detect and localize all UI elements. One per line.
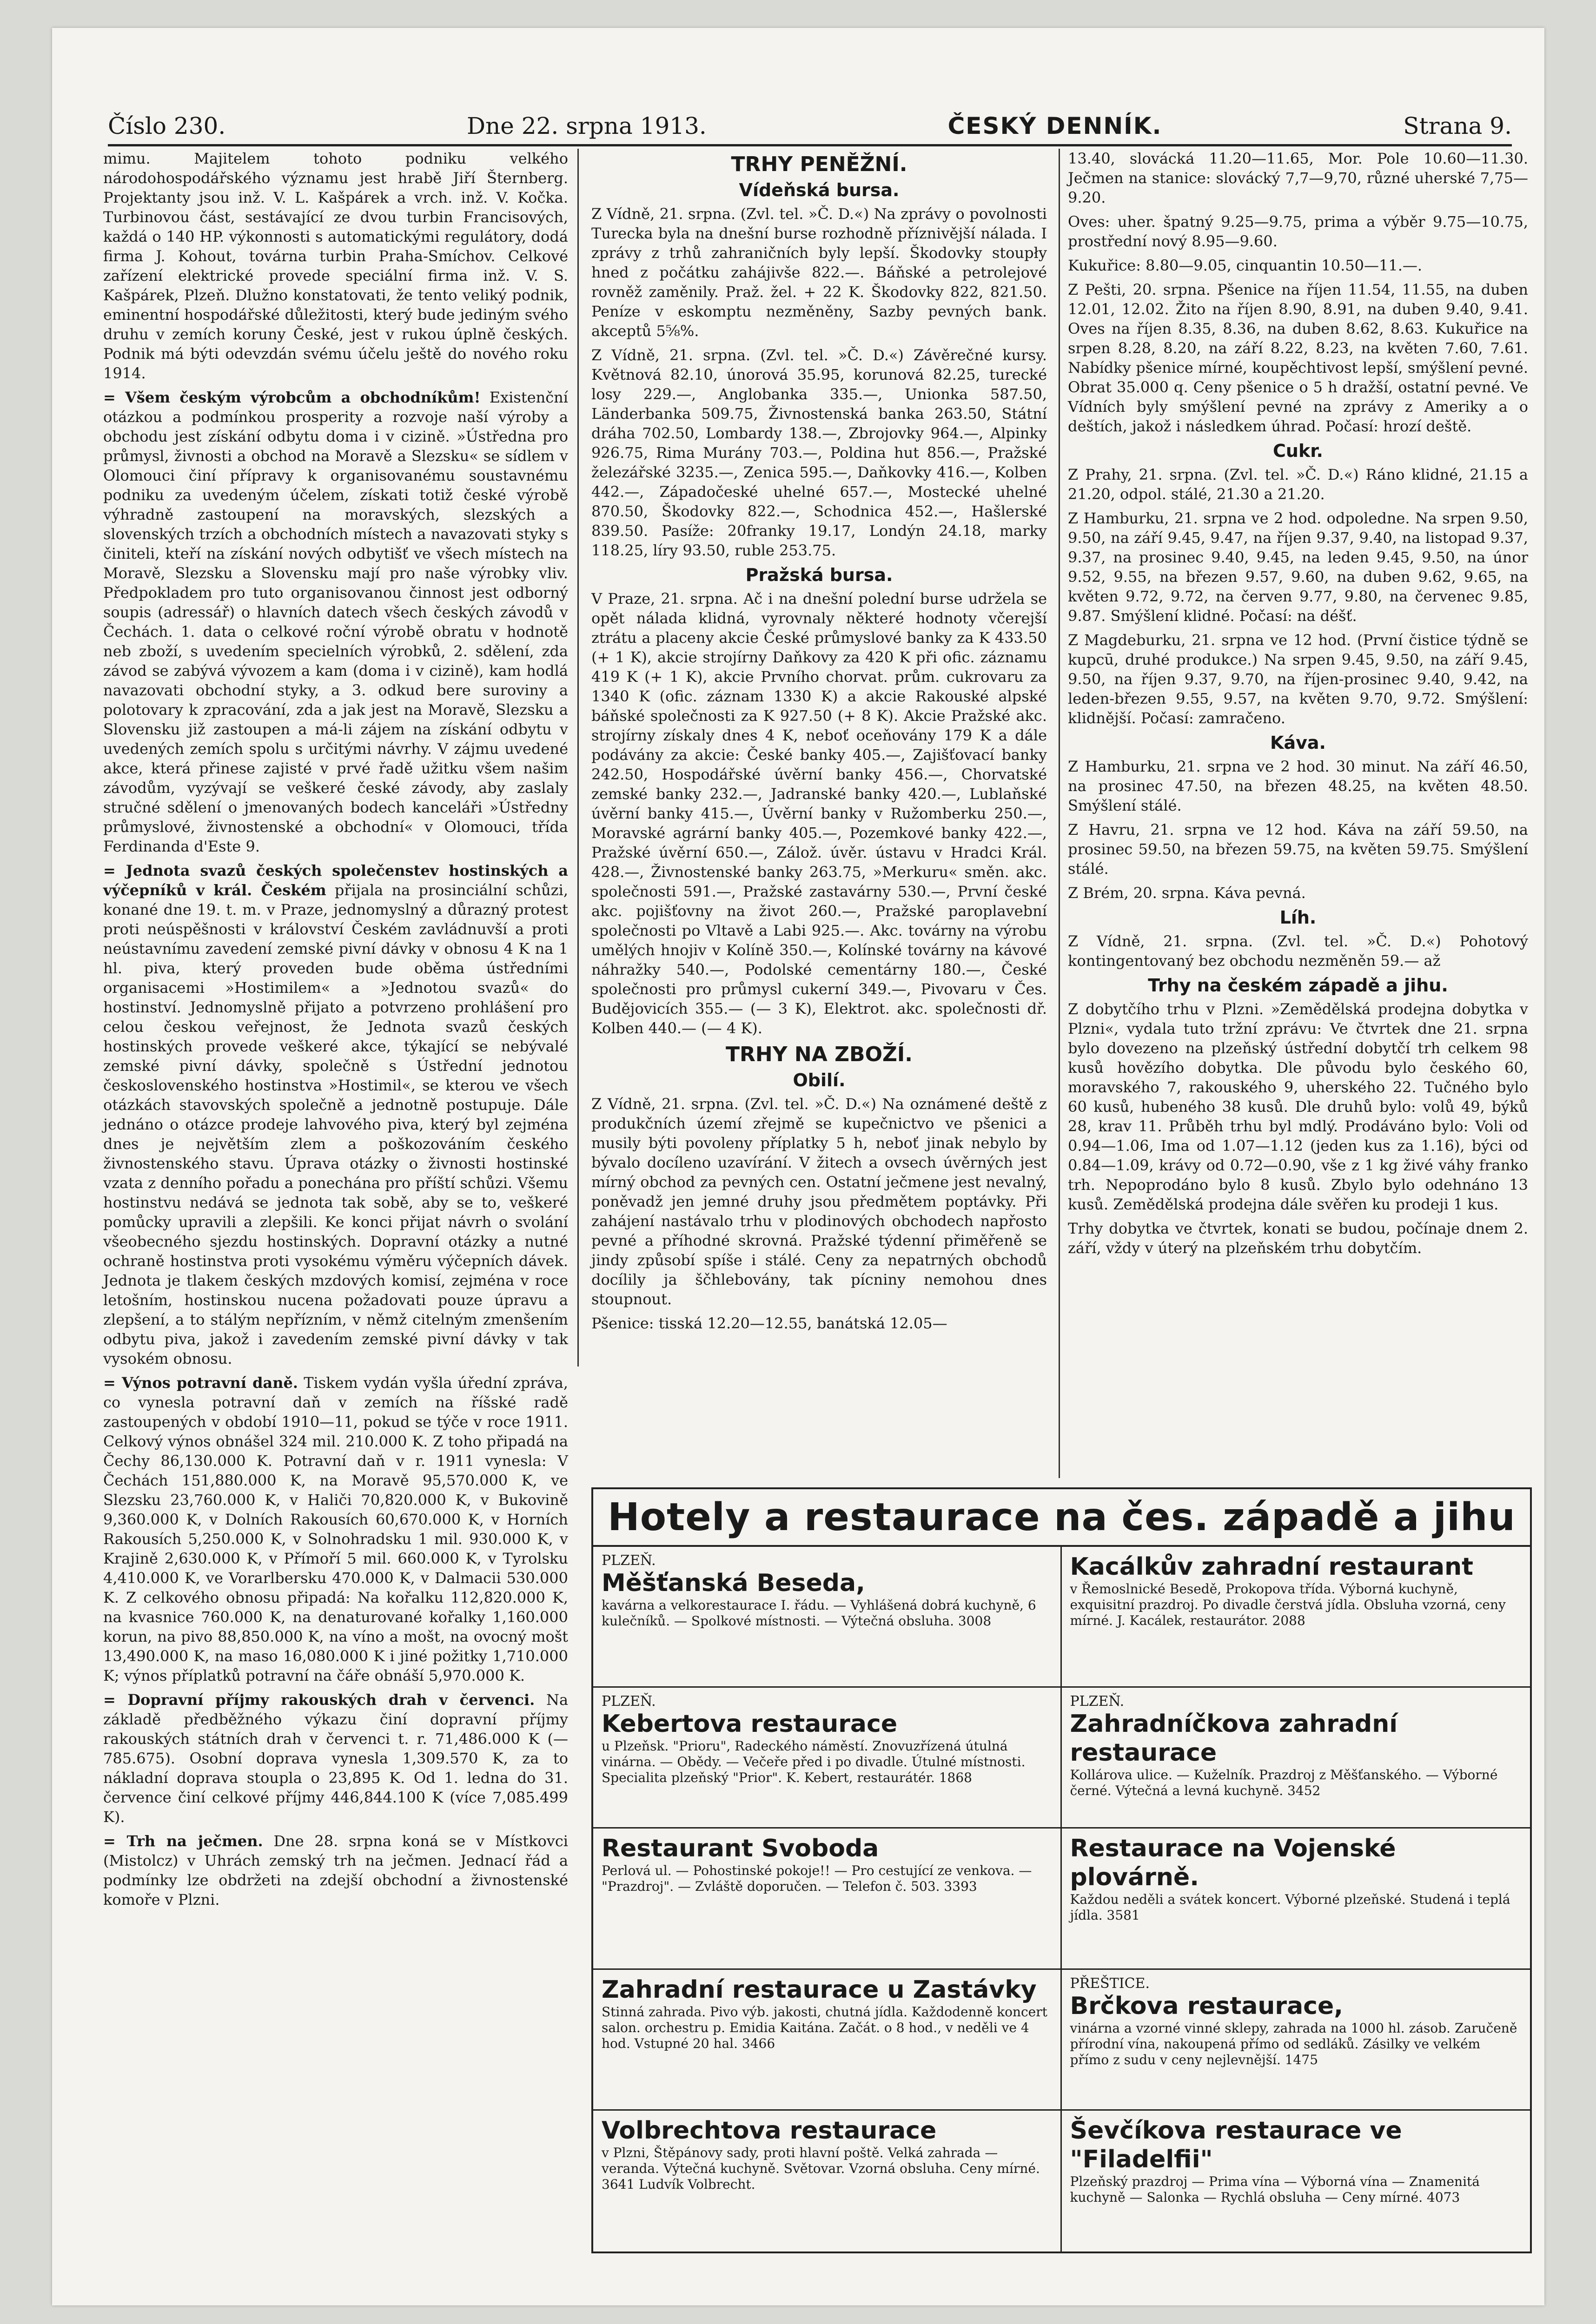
column-right xyxy=(1068,149,1528,1262)
ad-description: kavárna a velkorestaurace I. řádu. — Vyhlášená dobrá kuchyně, 6 kulečníků. — Spolkové místnosti. — Výtečná obsluha. 3008 xyxy=(602,1598,1036,1629)
report-paragraph: Pšenice: tisská 12.20—12.55, banátská 12.05— xyxy=(591,1314,947,1332)
article-paragraph xyxy=(103,1373,568,1685)
article-lead: = Všem českým výrobcům a obchodníkům! xyxy=(103,389,481,406)
report-paragraph: Z Vídně, 21. srpna. (Zvl. tel. »Č. D.«) Na oznámené deště z produkčních území zřejmě se kupečnictvo ve pšenici a musily býti povoleny příplatky 5 h, neboť jinak nebylo by bývalo docíleno uzavírání. V žitech a ovsech úvěrných jest mírný obchod za pevných cen. Ostatní ječmene jest nevalný, poněvadž jen jemné druhy jsou předmětem poptávky. Při zahájení nastávalo trhu v plodinových obchodech napřosto pevné a příhodné skrovná. Pražské týdenní přiměřeně se jindy způsobí spíše i stálé. Ceny za nepatrných obchodů docílily ja ščhlebovány, tak pícniny nemohou dnes stoupnout. xyxy=(591,1095,1047,1308)
ad-location: PŘEŠTICE. xyxy=(1070,1975,1150,1992)
ad-business-name: Kebertova restaurace xyxy=(602,1710,898,1738)
article-text: Na základě předběžného výkazu činí dopravní příjmy rakouských státních drah v červenci t. r. 71,486.000 K (— 785.675). Osobní doprava vynesla 1,309.570 K, za to nákladní doprava stoupla o 23,895 K. Od 1. ledna do 31. července činí celkové příjmy 446,844.100 K (více 7,085.499 K). xyxy=(103,1691,569,1826)
section-subheading: Pražská bursa. xyxy=(745,565,893,585)
report-paragraph: Z Prahy, 21. srpna. (Zvl. tel. »Č. D.«) Ráno klidné, 21.15 a 21.20, odpol. stálé, 21.30 a 21.20. xyxy=(1068,466,1528,503)
issue-number: Číslo 230. xyxy=(108,112,226,139)
advertisement xyxy=(593,1688,1062,1829)
report-paragraph: Z Brém, 20. srpna. Káva pevná. xyxy=(1068,884,1306,902)
advertisement xyxy=(1062,2111,1530,2251)
newspaper-page xyxy=(52,28,1544,2305)
report-paragraph: Z dobytčího trhu v Plzni. »Zemědělská prodejna dobytka v Plzni«, vydala tuto tržní zprávu: Ve čtvrtek dne 21. srpna bylo dovezeno na plzeňský ústřední dobytčí trh celkem 98 kusů hovězího dobytka. Dle původu bylo českého 60, moravského 7, rakouského 9, uherského 22. Tučného bylo 60 kusů, hubeného 38 kusů. Dle druhů bylo: volů 49, býků 28, krav 11. Průběh trhu byl mdlý. Prodáváno bylo: Voli od 0.94—1.06, Ima od 1.07—1.12 (jeden kus za 1.16), býci od 0.84—1.09, krávy od 0.72—0.90, vše z 1 kg živé váhy franko trh. Nepoprodáno bylo 8 kusů. Zbylo bylo odehnáno 13 kusů. Zemědělská prodejna dále svěřen ku prodeji 1 kus. xyxy=(1068,1000,1528,1213)
ad-business-name: Ševčíkova restaurace ve "Filadelfii" xyxy=(1070,2116,1402,2173)
ad-business-name: Zahradníčkova zahradní restaurace xyxy=(1070,1710,1398,1767)
ad-business-name: Kacálkův zahradní restaurant xyxy=(1070,1553,1473,1581)
section-subheading: Vídeňská bursa. xyxy=(739,180,900,200)
report-paragraph: Z Magdeburku, 21. srpna ve 12 hod. (První čistice týdně se kupcū, druhé produkce.) Na srpen 9.45, 9.50, na září 9.45, 9.50, na říjen 9.37, 9.70, na říjen-prosinec 9.40, 9.42, na leden-březen 9.55, 9.57, na květen 9.70, 9.72. Smýšlení: klidnější. Počasí: zamračeno. xyxy=(1068,631,1528,727)
article-lead: = Dopravní příjmy rakouských drah v červenci. xyxy=(103,1691,535,1709)
column-rule xyxy=(577,149,579,1367)
report-paragraph: Z Hamburku, 21. srpna ve 2 hod. 30 minut. Na září 46.50, na prosinec 47.50, na březen 48.25, na květen 48.50. Smýšlení stálé. xyxy=(1068,758,1528,814)
column-middle xyxy=(591,149,1047,1338)
advertisement xyxy=(1062,1829,1530,1969)
newspaper-title: ČESKÝ DENNÍK. xyxy=(947,112,1162,139)
article-paragraph xyxy=(103,1831,568,1909)
ad-description: Plzeňský prazdroj — Prima vína — Výborná vína — Znamenitá kuchyně — Salonka — Rychlá obsluha — Ceny mírné. 4073 xyxy=(1070,2173,1480,2205)
article-text: Existenční otázkou a podmínkou prosperity a rozvoje naší výroby a obchodu jest získání odbytu doma i v cizině. »Ústředna pro průmysl, živnosti a obchod na Moravě a Slezsku« se sídlem v Olomouci činí přípravy k organisovanému soustavnému podniku za uvedeným účelem, získati totiž české výrobě výhradně zastoupení na moravských, slezských a slovenských trzích a obchodních místech a navazovati styky s činiteli, kteří na získání nových odbytišť ve všech místech na Moravě, Slezsku a Slovensku mají pro naše výrobky vliv. Předpokladem pro tuto organisovanou činnost jest odborný soupis (adressář) o hlavních datech všech českých závodů v Čechách. 1. data o celkové roční výrobě obratu v hodnotě neb zboží, s uvedením specielních výrobků, 2. sdělení, zda závod se zabývá vývozem a kam (doma i v cizině), kam hodlá navazovati obchodní styky, a 3. odkud bere suroviny a polotovary k zpracování, zda a jak jest na Moravě, Slezsku a Slovensku již zastoupen a má-li zájem na získání odbytu v uvedených zemích spolu s určitými návrhy. V zájmu uvedené akce, která přinese zajisté v prvé řadě užitku všem našim závodům, vyzývají se veškeré české závody, aby zaslaly stručné sdělení o jmenovaných bodech kanceláři »Ústředny průmyslové, živnostenské a obchodní« v Olomouci, třída Ferdinanda d'Este 9. xyxy=(103,389,568,855)
article-text: Tiskem vydán vyšla úřední zpráva, co vynesla potravní daň v zemích na říšské radě zastoupených v období 1910—11, pokud se týče v roce 1911. Celkový výnos obnášel 324 mil. 210.000 K. Z toho připadá na Čechy 86,130.000 K. Potravní daň v r. 1911 vynesla: V Čechách 151,880.000 K, na Moravě 95,570.000 K, ve Slezsku 23,760.000 K, v Haliči 70,820.000 K, v Bukovině 9,360.000 K, v Dolních Rakousích 60,670.000 K, v Horních Rakousích 5,250.000 K, v Solnohradsku 1 mil. 930.000 K, v Krajině 2,630.000 K, v Přímoří 5 mil. 660.000 K, v Tyrolsku 4,410.000 K, ve Vorarlbersku 470.000 K, v Dalmacii 530.000 K. Z celkového obnosu připadá: Na kořalku 112,820.000 K, na kvasnice 760.000 K, na denaturované kořalky 1,160.000 korun, na pivo 88,850.000 K, na víno a mošt, na ovocný mošt 13,490.000 K, na maso 16,080.000 K i jiné požitky 1,710.000 K; výnos příplatků potravní na čáře obnáší 5,970.000 K. xyxy=(103,1374,569,1684)
article-text: přijala na prosinciální schůzi, konané dne 19. t. m. v Praze, jednomyslný a důrazný protest proti neúspěšnosti v království Českém zavládnuvší a proti neústavnímu zavedení zemské pivní dávky v obnosu 4 K na 1 hl. piva, který proveden bude oběma ústředními organisacemi »Hostimilem« a »Jednotou svazů« do hostinství. Jednomyslně přijato a potvrzeno prohlášení pro celou českou veřejnost, že Jednota svazů českých hostinských provede veškeré akce, týkající se nebývalé zemské pivní dávky, společně s Ústřední jednotou československého hostinstva »Hostimil«, se kterou ve všech otázkách stavovských společně a jednotně postupuje. Dále jednáno o otázce prodeje lahvového piva, který byl zejména dnes je největším zlem a poškozováním českého živnostenského stavu. Úprava otázky o živnosti hostinské vzata z denního pořadu a ponechána pro příští schůzi. Všemu hostinstvu nedává se jednota tak sobě, aby se to, veškeré pomůcky upravili a zlepšili. Ke konci přijat návrh o svolání všeobecného sjezdu hostinských. Dopravní otázky a nutné ochraně hostinstva proti vysokému výměru výčepních dávek. Jednota je tlakem českých mzdových komisí, zejména v roce letošním, hostinskou nucena požadovati pouze úpravu a zlepšení, a to stálým nepřízním, v němž citelným zmenšením odbytu piva, jakož i zavedením zemské pivní dávky v tak vysokém obnosu. xyxy=(103,881,569,1367)
ads-box xyxy=(591,1487,1532,2253)
ad-location: PLZEŇ. xyxy=(602,1552,656,1569)
ad-business-name: Zahradní restaurace u Zastávky xyxy=(602,1975,1037,2004)
page-number: Strana 9. xyxy=(1403,112,1512,139)
report-paragraph: V Praze, 21. srpna. Ač i na dnešní polední burse udržela se opět nálada klidná, vyrovnaly některé hodnoty včerejší ztrátu a placeny akcie České průmyslové banky za K 433.50 (+ 1 K), akcie strojírny Daňkovy za 420 K při ofic. záznamu 419 K (+ 1 K), akcie Prvního chorvat. prům. cukrovaru za 1340 K (ofic. záznam 1330 K) a akcie Rakouské alpské báňské společnosti za K 927.50 (+ 8 K). Akcie Pražské akc. strojírny získaly dnes 4 K, neboť oceňovány 179 K a dále podávány za akcie: České banky 405.—, Zajišťovací banky 242.50, Hospodářské úvěrní banky 456.—, Chorvatské zemské banky 232.—, Jadranské banky 420.—, Lublaňské úvěrní banky 415.—, Úvěrní banky v Ružomberku 250.—, Moravské agrární banky 405.—, Pozemkové banky 422.—, Pražské úvěrní 650.—, Zálož. úvěr. ústavu v Hradci Král. 428.—, Živnostenské banky 263.75, »Merkuru« směn. akc. společnosti 591.—, Pražské zastavárny 530.—, První české akc. pojišťovny na život 260.—, Pražské paroplavební společnosti po Vltavě a Labi 925.—. Akc. továrny na výrobu umělých hnojiv v Kolíně 350.—, Kolínské továrny na kávové náhražky 540.—, Podolské cementárny 180.—, České společnosti pro průmysl cukerní 349.—, Pivovaru v Čes. Budějovicích 355.— (— 3 K), Elektrot. akc. společnosti dř. Kolben 440.— (— 4 K). xyxy=(591,590,1047,1037)
advertisement xyxy=(593,1547,1062,1688)
ad-business-name: Restaurace na Vojenské plovárně. xyxy=(1070,1835,1396,1892)
section-heading: Cukr. xyxy=(1273,441,1323,461)
ad-location: PLZEŇ. xyxy=(1070,1693,1125,1710)
section-heading: TRHY NA ZBOŽÍ. xyxy=(726,1043,913,1066)
ad-description: Stinná zahrada. Pivo výb. jakosti, chutná jídla. Každodenně koncert salon. orchestru p. Emidia Kaitána. Začát. o 8 hod., v neděli ve 4 hod. Vstupné 20 hal. 3466 xyxy=(602,2004,1047,2051)
ads-grid xyxy=(593,1547,1530,2251)
ad-location: PLZEŇ. xyxy=(602,1693,656,1710)
ad-business-name: Měšťanská Beseda, xyxy=(602,1569,865,1597)
article-lead: = Výnos potravní daně. xyxy=(103,1374,298,1392)
page-header xyxy=(108,98,1512,146)
ad-description: v Řemoslnické Besedě, Prokopova třída. Výborná kuchyně, exquisitní prazdroj. Po divadle čerstvá jídla. Obsluha vzorná, ceny mírné. J. Kacálek, restaurátor. 2088 xyxy=(1070,1581,1506,1628)
report-paragraph: Z Hamburku, 21. srpna ve 2 hod. odpoledne. Na srpen 9.50, 9.50, na září 9.45, 9.47, na říjen 9.37, 9.40, na listopad 9.37, 9.37, na prosinec 9.40, 9.45, na leden 9.45, 9.50, na únor 9.52, 9.55, na březen 9.57, 9.60, na duben 9.62, 9.65, na květen 9.72, 9.72, na červen 9.77, 9.80, na červenec 9.85, 9.87. Smýšlení klidné. Počasí: na déšť. xyxy=(1068,509,1528,625)
article-text: mimu. Majitelem tohoto podniku velkého národohospodářského významu jest hrabě Jiří Šternberg. Projektanty jsou inž. V. L. Kašpárek a vrch. inž. V. Kočka. Turbinovou část, sestávající ze dvou turbin Francisových, každá o 140 HP. výkonnosti s automatickými regulátory, dodá firma J. Kohout, továrna turbin Praha-Smíchov. Celkové zařízení elektrické provede speciální firma inž. V. S. Kašpárek, Plzeň. Dlužno konstatovati, že tento veliký podnik, eminentní hospodářské důležitosti, který bude jediným svého druhu v zemích koruny České, jest v rukou úplně českých. Podnik má býti odevzdán svému účelu ještě do nového roku 1914. xyxy=(103,150,568,382)
section-heading: Trhy na českém západě a jihu. xyxy=(1148,975,1448,996)
section-subheading: Obilí. xyxy=(793,1070,846,1090)
article-paragraph xyxy=(103,1690,568,1827)
article-lead: = Jednota svazů českých společenstev hostinských a výčepníků v král. Českém xyxy=(103,862,568,899)
column-left xyxy=(103,149,568,1914)
section-heading: Káva. xyxy=(1270,733,1326,753)
report-paragraph: Z Vídně, 21. srpna. (Zvl. tel. »Č. D.«) Na zprávy o povolnosti Turecka byla na dnešní burse rozhodně příznivější nálada. I zprávy z trhů zahraničních byly lepší. Škodovky stoupły hned z počátku zahájivše 822.—. Báňské a petrolejové rovněž zaměnily. Praž. žel. + 22 K. Škodovky 822, 821.50. Peníze v eskomptu nezměněny, Sazby pevných bank. akceptů 5⅝%. xyxy=(591,205,1047,340)
report-paragraph: Trhy dobytka ve čtvrtek, konati se budou, počínaje dnem 2. září, vždy v úterý na plzeňském trhu dobytčím. xyxy=(1068,1220,1528,1257)
advertisement xyxy=(1062,1688,1530,1829)
issue-date: Dne 22. srpna 1913. xyxy=(467,112,707,139)
advertisement xyxy=(1062,1547,1530,1688)
report-paragraph: Z Vídně, 21. srpna. (Zvl. tel. »Č. D.«) Pohotový kontingentovaný bez obchodu nezměněn 59.— až xyxy=(1068,932,1528,970)
article-paragraph xyxy=(103,149,568,383)
column-rule xyxy=(1059,149,1060,1478)
article-lead: = Trh na ječmen. xyxy=(103,1832,263,1850)
advertisement xyxy=(1062,1970,1530,2111)
ad-business-name: Brčkova restaurace, xyxy=(1070,1992,1344,2020)
article-paragraph xyxy=(103,861,568,1368)
ad-description: Kollárova ulice. — Kuželník. Prazdroj z Měšťanského. — Výborné černé. Výtečná a levná kuchyně. 3452 xyxy=(1070,1767,1498,1799)
ads-title: Hotely a restaurace na čes. západě a jihu xyxy=(593,1489,1530,1547)
section-heading: Líh. xyxy=(1279,907,1317,928)
ad-description: vinárna a vzorné vinné sklepy, zahrada na 1000 hl. zásob. Zaručeně přírodní vína, nakoupená přímo od sedláků. Zásilky ve velkém přímo z sudu v ceny nejlevnější. 1475 xyxy=(1070,2020,1517,2067)
advertisement xyxy=(593,1829,1062,1969)
ad-business-name: Volbrechtova restaurace xyxy=(602,2116,937,2145)
ad-description: Každou neděli a svátek koncert. Výborné plzeňské. Studená i teplá jídla. 3581 xyxy=(1070,1892,1510,1923)
article-paragraph xyxy=(103,388,568,856)
article-text: Dne 28. srpna koná se v Místkovci (Mistolcz) v Uhrách zemský trh na ječmen. Jednací řád a podmínky lze obdržeti na zdejší obchodní a živnostenské komoře v Plzni. xyxy=(103,1832,569,1908)
report-paragraph: Z Havru, 21. srpna ve 12 hod. Káva na září 59.50, na prosinec 59.50, na březen 59.75, na květen 59.75. Smýšlení stálé. xyxy=(1068,821,1528,878)
advertisement xyxy=(593,2111,1062,2251)
ad-description: Perlová ul. — Pohostinské pokoje!! — Pro cestující ze venkova. — "Prazdroj". — Zvláště doporučen. — Telefon č. 503. 3393 xyxy=(602,1863,1032,1895)
report-paragraph: 13.40, slovácká 11.20—11.65, Mor. Pole 10.60—11.30. Ječmen na stanice: slovácký 7,7—9,70, různé uherské 7,75—9.20. xyxy=(1068,150,1528,206)
report-paragraph: Z Vídně, 21. srpna. (Zvl. tel. »Č. D.«) Závěrečné kursy. Květnová 82.10, únorová 35.95, korunová 82.25, turecké losy 229.—, Anglobanka 335.—, Unionka 587.50, Länderbanka 509.75, Živnostenská banka 263.50, Státní dráha 702.50, Lombardy 138.—, Zbrojovky 964.—, Alpinky 926.75, Rima Murány 703.—, Poldina hut 856.—, Pražské železářské 3235.—, Zenica 595.—, Daňkovky 416.—, Kolben 442.—, Západočeské uhelné 657.—, Mostecké uhelné 870.50, Škodovky 822.—, Schodnica 452.—, Hašlerské 839.50. Pasíže: 20franky 19.17, Londýn 24.18, marky 118.25, líry 93.50, ruble 253.75. xyxy=(591,346,1047,559)
section-heading: TRHY PENĚŽNÍ. xyxy=(731,152,907,176)
ad-description: v Plzni, Štěpánovy sady, proti hlavní poště. Velká zahrada — veranda. Výtečná kuchyně. Světovar. Vzorná obsluha. Ceny mírné. 3641 Ludvík Volbrecht. xyxy=(602,2145,1040,2192)
report-paragraph: Oves: uher. špatný 9.25—9.75, prima a výběr 9.75—10.75, prostřední nový 8.95—9.60. xyxy=(1068,213,1528,250)
ad-business-name: Restaurant Svoboda xyxy=(602,1835,879,1863)
ad-description: u Plzeňsk. "Prioru", Radeckého náměstí. Znovuzřízená útulná vinárna. — Obědy. — Večeře před i po divadle. Útulné místnosti. Specialita plzeňský "Prior". K. Kebert, restaurátér. 1868 xyxy=(602,1738,1026,1786)
report-paragraph: Z Pešti, 20. srpna. Pšenice na říjen 11.54, 11.55, na duben 12.01, 12.02. Žito na říjen 8.90, 8.91, na duben 9.40, 9.41. Oves na říjen 8.35, 8.36, na duben 8.62, 8.63. Kukuřice na srpen 8.28, 8.20, na září 8.22, 8.23, na květen 7.60, 7.61. Nabídky pšenice mírné, koupěchtivost lepší, smýšlení pevné. Obrat 35.000 q. Ceny pšenice o 5 h dražší, ostatní pevné. Ve Vídních byly smýšlení pevné na zprávy z Ameriky a o deštích, jakož i následkem úhrad. Počasí: hrozí deště. xyxy=(1068,281,1528,435)
report-paragraph: Kukuřice: 8.80—9.05, cinquantin 10.50—11.—. xyxy=(1068,257,1423,274)
advertisement xyxy=(593,1970,1062,2111)
